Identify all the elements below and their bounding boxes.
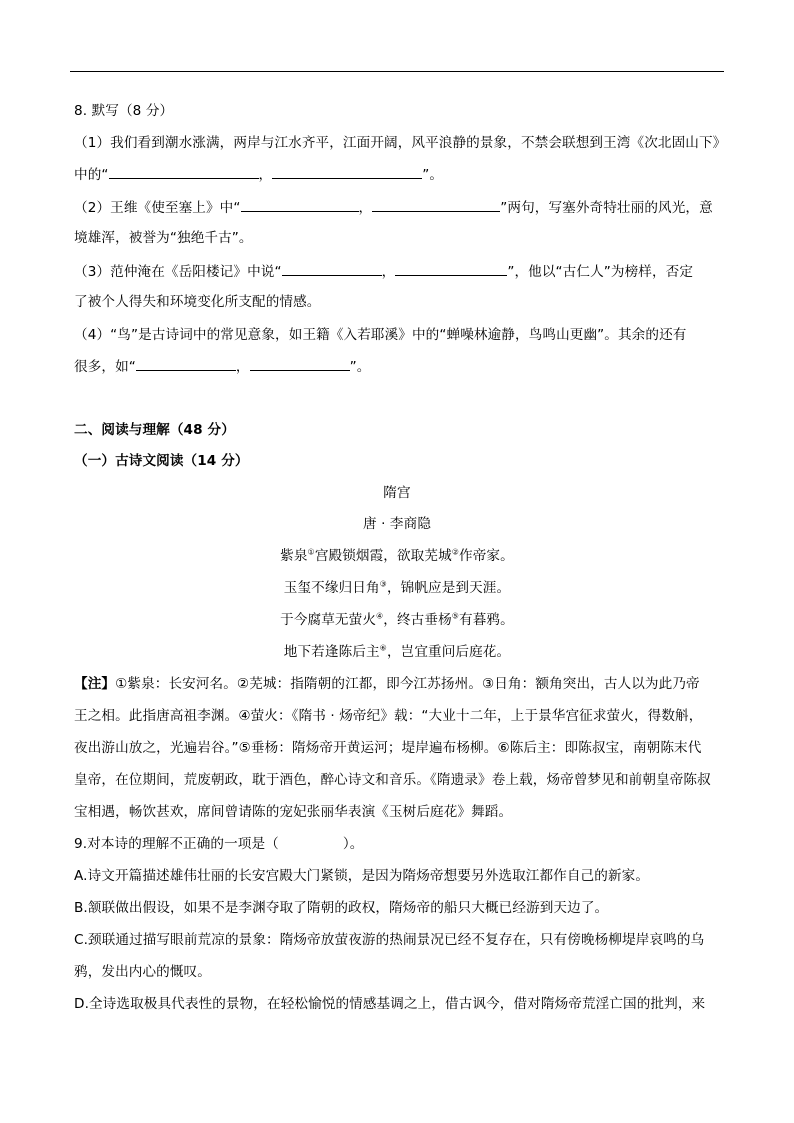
subsection-title: （一）古诗文阅读（14 分）	[74, 453, 249, 469]
answer-blank[interactable]	[282, 261, 382, 276]
q9-option-d: D.全诗选取极具代表性的景物，在轻松愉悦的情感基调之上，借古讽今，借对隋炀帝荒淫亡国的批判，来	[74, 996, 706, 1012]
poem-title: 隋宫	[383, 485, 411, 501]
q9-stem: 9.对本诗的理解不正确的一项是（ ）。	[74, 836, 364, 852]
answer-blank[interactable]	[395, 261, 507, 276]
poem-line: 紫泉①宫殿锁烟霞，欲取芜城②作帝家。	[280, 547, 514, 564]
answer-blank[interactable]	[272, 164, 422, 179]
answer-blank[interactable]	[372, 197, 500, 212]
q8-p1-line2: 中的“ ， ”。	[74, 164, 443, 185]
q8-p3-line2: 了被个人得失和环境变化所支配的情感。	[74, 294, 321, 310]
section-title: 二、阅读与理解（48 分）	[74, 422, 235, 438]
notes-line: 夜出游山放之，光遍岩谷。”⑤垂杨：隋炀帝开黄运河；堤岸遍布杨柳。⑥陈后主：即陈叔宝，南朝陈末代	[74, 740, 702, 756]
q9-option-a: A.诗文开篇描述雄伟壮丽的长安宫殿大门紧锁，是因为隋炀帝想要另外选取江都作自己的新家。	[74, 868, 650, 884]
q8-p4-line1: （4）“鸟”是古诗词中的常见意象，如王籍《入若耶溪》中的“蝉噪林逾静，鸟鸣山更幽”。其余的还有	[74, 327, 687, 343]
poem-author: 唐 · 李商隐	[362, 516, 432, 532]
q8-p4-line2: 很多，如“ ， ”。	[74, 356, 370, 377]
notes-line: 宝相遇，畅饮甚欢，席间曾请陈的宠妃张丽华表演《玉树后庭花》舞蹈。	[74, 804, 513, 820]
notes-line: 皇帝，在位期间，荒废朝政，耽于酒色，醉心诗文和音乐。《隋遗录》卷上载，炀帝曾梦见和前朝皇帝陈叔	[74, 772, 711, 788]
q9-option-c: C.颈联通过描写眼前荒凉的景象：隋炀帝放萤夜游的热闹景况已经不复存在，只有傍晚杨柳堤岸哀鸣的乌	[74, 932, 705, 948]
answer-blank[interactable]	[136, 356, 236, 371]
poem-line: 于今腐草无萤火④，终古垂杨⑤有暮鸦。	[280, 611, 514, 628]
notes-line: 王之相。此指唐高祖李渊。④萤火：《隋书 · 炀帝纪》载：“大业十二年，上于景华宫征求萤火，得数斛，	[74, 708, 703, 724]
q9-option-b: B.颔联做出假设，如果不是李渊夺取了隋朝的政权，隋炀帝的船只大概已经游到天边了。	[74, 900, 609, 916]
notes-line: 【注】①紫泉：长安河名。②芜城：指隋朝的江都，即今江苏扬州。③日角：额角突出，古人以为此乃帝	[74, 676, 700, 692]
header-rule	[70, 71, 724, 72]
poem-line: 玉玺不缘归日角③，锦帆应是到天涯。	[283, 579, 511, 596]
q8-title: 8. 默写（8 分）	[74, 103, 174, 119]
answer-blank[interactable]	[250, 356, 350, 371]
q8-p3-line1: （3）范仲淹在《岳阳楼记》中说“ ， ”，他以“古仁人”为榜样，否定	[74, 261, 693, 282]
q8-p2-line1: （2）王维《使至塞上》中“ ， ”两句，写塞外奇特壮丽的风光，意	[74, 197, 713, 218]
answer-blank[interactable]	[109, 164, 259, 179]
poem-line: 地下若逢陈后主⑥，岂宜重问后庭花。	[283, 643, 511, 660]
q9-option-c-cont: 鸦，发出内心的慨叹。	[74, 964, 211, 980]
q8-p2-line2: 境雄浑，被誉为“独绝千古”。	[74, 230, 253, 246]
answer-blank[interactable]	[241, 197, 359, 212]
q8-p1-line1: （1）我们看到潮水涨满，两岸与江水齐平，江面开阔，风平浪静的景象，不禁会联想到王湾《次北固山下》	[74, 135, 727, 151]
